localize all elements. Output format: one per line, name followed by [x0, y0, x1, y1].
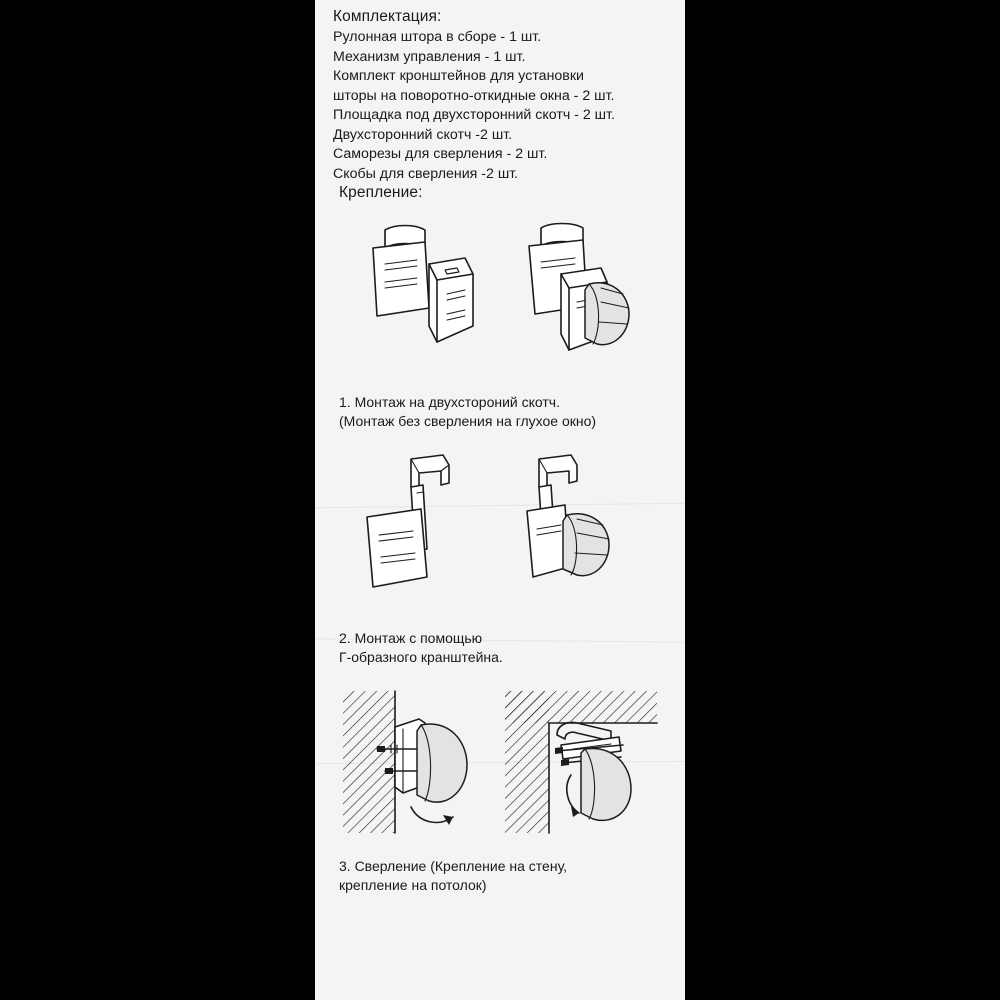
step-3-caption-line-1: 3. Сверление (Крепление на стену,	[339, 858, 568, 874]
list-item: Скобы для сверления -2 шт.	[333, 165, 519, 182]
mounting-title: Крепление:	[339, 184, 423, 201]
step-2-caption-line-1: 2. Монтаж с помощью	[339, 630, 483, 646]
step-1-caption-line-2: (Монтаж без сверления на глухое окно)	[339, 413, 597, 429]
list-item: Площадка под двухсторонний скотч - 2 шт.	[333, 107, 615, 123]
step-1-caption-line-1: 1. Монтаж на двухстороний скотч.	[339, 394, 560, 410]
kit-title: Комплектация:	[333, 8, 442, 25]
list-item: Механизм управления - 1 шт.	[333, 48, 526, 65]
instruction-sheet	[315, 0, 685, 1000]
list-item: Двухсторонний скотч -2 шт.	[333, 126, 513, 143]
step-3-caption-line-2: крепление на потолок)	[339, 877, 487, 893]
diagram-drilling-mount	[333, 689, 667, 841]
list-item: Саморезы для сверления - 2 шт.	[333, 146, 548, 162]
step-2-caption-line-2: Г-образного кранштейна.	[339, 649, 503, 665]
step-3-caption	[333, 857, 667, 895]
list-item: Рулонная штора в сборе - 1 шт.	[333, 29, 542, 45]
sheet-content	[315, 0, 685, 895]
kit-list	[333, 28, 667, 184]
diagram-l-bracket-mount	[333, 453, 667, 615]
step-1-caption	[333, 393, 667, 431]
list-item: шторы на поворотно-откидные окна - 2 шт.	[333, 87, 615, 104]
figure-step-3	[333, 689, 667, 841]
diagram-adhesive-mount	[333, 218, 667, 383]
list-item: Комплект кронштейнов для установки	[333, 68, 584, 84]
figure-step-1	[333, 218, 667, 383]
figure-step-2	[333, 453, 667, 615]
step-2-caption	[333, 629, 667, 667]
